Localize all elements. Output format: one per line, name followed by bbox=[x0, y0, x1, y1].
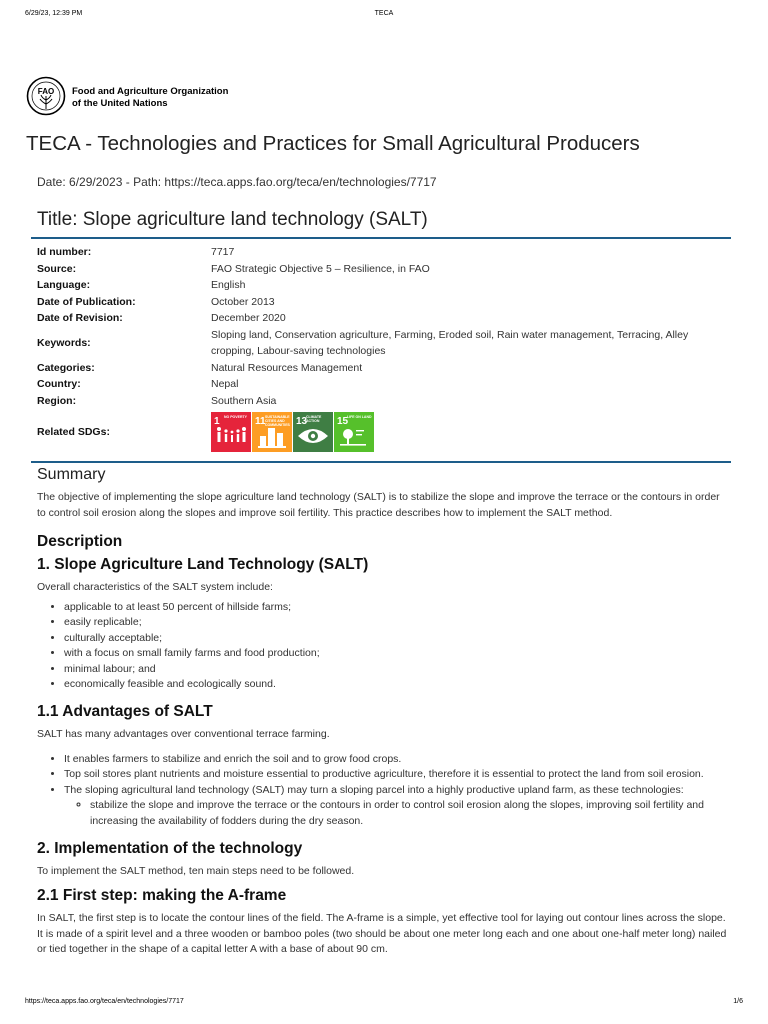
list-item-text: The sloping agricultural land technology (SALT) may turn a sloping parcel into a highly productive upland farm, as these technologies: bbox=[64, 783, 684, 796]
salt-advantages-list bbox=[37, 752, 727, 830]
sdg-tiles bbox=[211, 412, 727, 452]
site-title: TECA - Technologies and Practices for Small Agricultural Producers bbox=[26, 132, 640, 155]
meta-row-revision bbox=[37, 310, 727, 327]
org-name-line1: Food and Agriculture Organization bbox=[72, 86, 229, 97]
meta-value: 7717 bbox=[211, 246, 235, 258]
print-footer bbox=[25, 998, 743, 1010]
sdg-number: 11 bbox=[255, 416, 266, 427]
meta-key: Id number: bbox=[37, 246, 92, 258]
sdg-label: CLIMATE ACTION bbox=[306, 415, 322, 423]
main-content bbox=[37, 466, 727, 958]
meta-key: Date of Revision: bbox=[37, 312, 123, 324]
meta-value: October 2013 bbox=[211, 295, 275, 308]
meta-key: Language: bbox=[37, 279, 91, 291]
summary-divider bbox=[31, 461, 731, 463]
list-item: • minimal labour; and bbox=[64, 662, 727, 678]
fao-logo[interactable] bbox=[26, 76, 286, 114]
sub-list-item: ◦ stabilize the slope and improve the terrace or the contours in order to control soil erosion along the slopes, improving soil fertility and increasing the availability of fodders during the dry season. bbox=[90, 798, 727, 829]
section-2-1-heading: 2.1 First step: making the A-frame bbox=[37, 887, 287, 905]
summary-heading: Summary bbox=[37, 466, 106, 483]
meta-row-country bbox=[37, 376, 727, 393]
date-path: Date: 6/29/2023 - Path: https://teca.apps.fao.org/teca/en/technologies/7717 bbox=[37, 175, 437, 189]
summary-text: The objective of implementing the slope agriculture land technology (SALT) is to stabilize the slope and improve the terrace or the contours in order to control soil erosion along the slopes and improve soil fertility. This practice describes how to implement the SALT method. bbox=[37, 491, 720, 519]
meta-key: Region: bbox=[37, 394, 77, 407]
meta-row-region bbox=[37, 393, 727, 410]
meta-row-keywords bbox=[37, 327, 727, 360]
meta-value: Natural Resources Management bbox=[211, 361, 363, 374]
meta-value: Sloping land, Conservation agriculture, Farming, Eroded soil, Rain water management, Terracing, Alley cropping, Labour-saving technologies bbox=[211, 328, 689, 357]
list-item: • applicable to at least 50 percent of hillside farms; bbox=[64, 600, 727, 616]
meta-key: Source: bbox=[37, 262, 77, 275]
meta-key: Date of Publication: bbox=[37, 295, 136, 308]
svg-text:FAO: FAO bbox=[37, 87, 55, 96]
sdg-label: LIFE ON LAND bbox=[347, 415, 372, 419]
meta-value: December 2020 bbox=[211, 312, 286, 324]
meta-key: Country: bbox=[37, 378, 81, 390]
meta-key: Related SDGs: bbox=[37, 425, 110, 438]
sdg-number: 15 bbox=[337, 416, 349, 427]
list-item: • with a focus on small family farms and food production; bbox=[64, 646, 727, 662]
fao-emblem-icon bbox=[26, 76, 66, 116]
org-name-line2: of the United Nations bbox=[72, 98, 168, 109]
meta-row-categories bbox=[37, 360, 727, 377]
sdg-label: NO POVERTY bbox=[224, 415, 247, 419]
org-name bbox=[72, 86, 228, 110]
meta-value: Nepal bbox=[211, 378, 239, 390]
sdg-tile-13[interactable] bbox=[293, 412, 333, 452]
section-1-intro: Overall characteristics of the SALT system include: bbox=[37, 581, 273, 593]
meta-key: Categories: bbox=[37, 361, 95, 374]
meta-row-source bbox=[37, 261, 727, 278]
description-heading: Description bbox=[37, 533, 123, 550]
sdg-label: SUSTAINABLE CITIES AND COMMUNITIES bbox=[265, 415, 290, 427]
list-item: • easily replicable; bbox=[64, 615, 727, 631]
meta-row-sdgs bbox=[37, 412, 727, 452]
list-item: • Top soil stores plant nutrients and moisture essential to productive agriculture, therefore it is essential to protect the land from soil erosion. bbox=[64, 767, 727, 783]
sdg-number: 1 bbox=[214, 416, 220, 427]
print-url: https://teca.apps.fao.org/teca/en/technologies/7717 bbox=[25, 998, 184, 1005]
section-2-intro: To implement the SALT method, ten main steps need to be followed. bbox=[37, 864, 355, 877]
eye-globe-icon bbox=[297, 426, 329, 448]
print-date: 6/29/23, 12:39 PM bbox=[25, 10, 83, 17]
meta-row-publication bbox=[37, 294, 727, 311]
list-item bbox=[64, 783, 727, 830]
list-item: • economically feasible and ecologically sound. bbox=[64, 677, 727, 693]
sdg-tile-11[interactable] bbox=[252, 412, 292, 452]
salt-characteristics-list bbox=[37, 600, 727, 694]
print-title: TECA bbox=[374, 10, 394, 17]
document-title: Title: Slope agriculture land technology (SALT) bbox=[37, 209, 428, 230]
sdg-tile-1[interactable] bbox=[211, 412, 251, 452]
tree-icon bbox=[338, 426, 370, 448]
meta-value: English bbox=[211, 279, 246, 291]
salt-sub-list bbox=[64, 798, 727, 829]
section-2-1-text: In SALT, the first step is to locate the contour lines of the field. The A-frame is a simple, yet effective tool for laying out contour lines across the slope. It is made of a spirit level and a three wooden or bamboo poles (two should be about one meter long each and one about one-half meter long) nailed or tied together in the shape of a capital letter A with a base of about 90 cm. bbox=[37, 912, 727, 956]
list-item: • culturally acceptable; bbox=[64, 631, 727, 647]
meta-row-language bbox=[37, 277, 727, 294]
page-number: 1/6 bbox=[733, 998, 743, 1005]
meta-key: Keywords: bbox=[37, 336, 91, 349]
section-1-heading: 1. Slope Agriculture Land Technology (SALT) bbox=[37, 556, 369, 573]
city-icon bbox=[256, 426, 288, 448]
meta-row-id bbox=[37, 244, 727, 261]
meta-value: Southern Asia bbox=[211, 394, 277, 407]
list-item: • It enables farmers to stabilize and enrich the soil and to grow food crops. bbox=[64, 752, 727, 768]
title-divider bbox=[31, 237, 731, 239]
section-2-heading: 2. Implementation of the technology bbox=[37, 839, 303, 857]
family-icon bbox=[215, 426, 247, 448]
print-header bbox=[25, 10, 743, 22]
meta-value: FAO Strategic Objective 5 – Resilience, in FAO bbox=[211, 262, 430, 275]
sdg-tile-15[interactable] bbox=[334, 412, 374, 452]
metadata-table bbox=[37, 244, 727, 452]
section-1-1-heading: 1.1 Advantages of SALT bbox=[37, 703, 213, 721]
section-1-1-intro: SALT has many advantages over conventional terrace farming. bbox=[37, 728, 330, 741]
sdg-number: 13 bbox=[296, 416, 308, 427]
